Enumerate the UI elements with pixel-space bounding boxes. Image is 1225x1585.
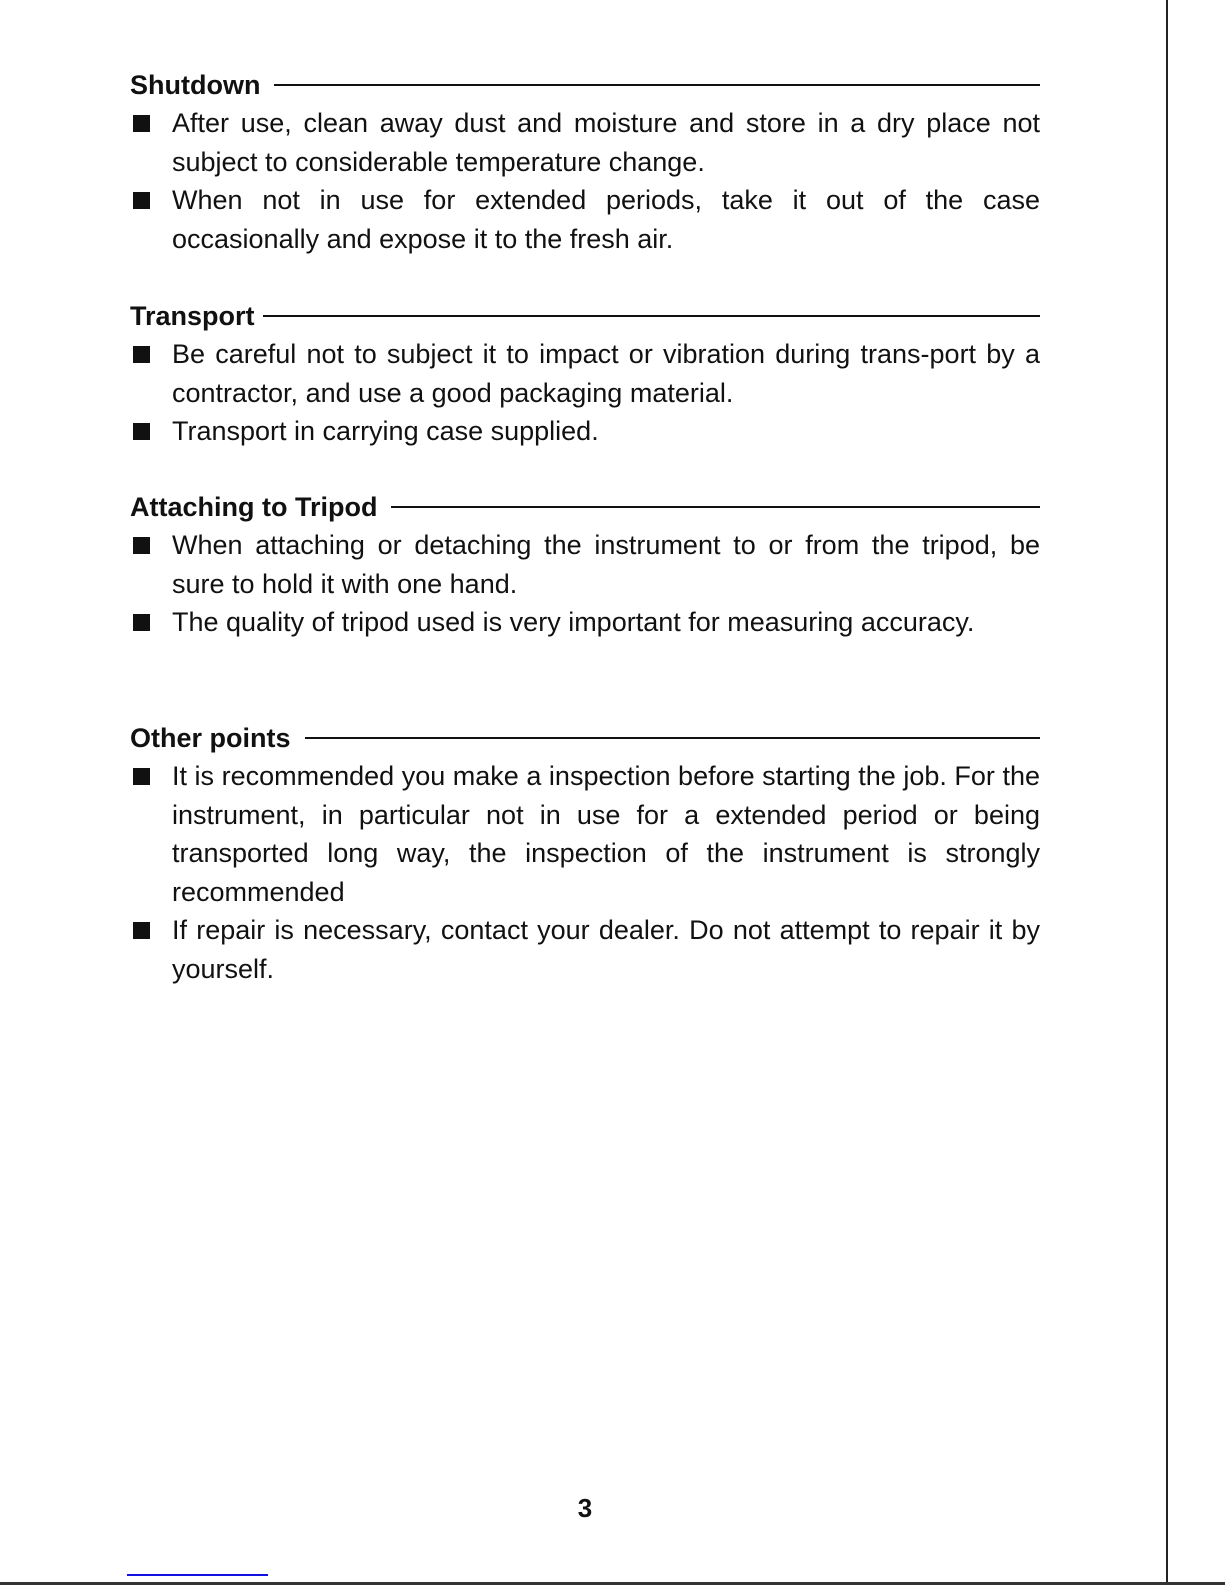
section-heading: Attaching to Tripod — [130, 491, 378, 522]
heading-rule — [305, 737, 1041, 739]
list-item: If repair is necessary, contact your dealer. Do not attempt to repair it by yourself. — [130, 911, 1040, 988]
section-heading: Transport — [130, 300, 255, 331]
section-attaching-to-tripod — [130, 488, 1040, 642]
section-other-points — [130, 719, 1040, 988]
section-shutdown — [130, 66, 1040, 258]
list-item: When not in use for extended periods, take it out of the case occasionally and expose it to the fresh air. — [130, 181, 1040, 258]
bullet-icon — [133, 115, 150, 132]
page-edge-vertical — [1166, 0, 1168, 1585]
list-item: Be careful not to subject it to impact or vibration during trans-port by a contractor, and use a good packaging material. — [130, 335, 1040, 412]
list-item: Transport in carrying case supplied. — [130, 412, 1040, 451]
list-item: The quality of tripod used is very important for measuring accuracy. — [130, 603, 1040, 642]
list-item: After use, clean away dust and moisture and store in a dry place not subject to considerable temperature change. — [130, 104, 1040, 181]
bullet-icon — [133, 768, 150, 785]
list-item: It is recommended you make a inspection before starting the job. For the instrument, in particular not in use for a extended period or being transported long way, the inspection of the instrument is strongly recommended — [130, 757, 1040, 911]
page-number: 3 — [577, 1493, 593, 1523]
heading-rule — [391, 506, 1040, 508]
section-transport — [130, 297, 1040, 451]
bullet-icon — [133, 537, 150, 554]
heading-rule — [274, 84, 1040, 86]
heading-rule — [263, 315, 1040, 317]
blue-underline — [127, 1574, 268, 1576]
section-heading: Other points — [130, 722, 291, 753]
list-item: When attaching or detaching the instrument to or from the tripod, be sure to hold it with one hand. — [130, 526, 1040, 603]
bullet-icon — [133, 614, 150, 631]
bullet-icon — [133, 192, 150, 209]
section-heading: Shutdown — [130, 69, 261, 100]
bullet-icon — [133, 922, 150, 939]
bullet-icon — [133, 346, 150, 363]
bullet-icon — [133, 423, 150, 440]
